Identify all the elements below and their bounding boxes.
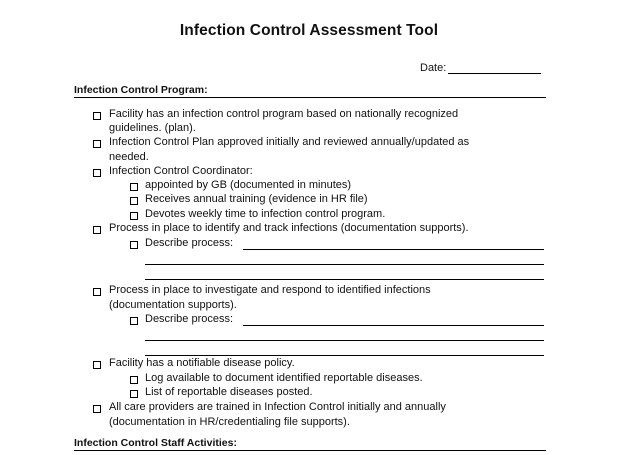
checkbox-coordinator[interactable] xyxy=(93,169,101,177)
item-text: Facility has an infection control program based on nationally recognized xyxy=(109,108,459,120)
date-blank-line[interactable] xyxy=(448,63,541,74)
checkbox-describe-process-2[interactable] xyxy=(130,317,138,325)
describe-process-line[interactable] xyxy=(243,325,544,326)
checkbox-notifiable-policy[interactable] xyxy=(93,361,101,369)
describe-process-line[interactable] xyxy=(145,279,544,280)
item-text-continued: guidelines. (plan). xyxy=(109,122,196,134)
item-text: Process in place to identify and track infections (documentation supports). xyxy=(109,222,469,234)
section-heading-program: Infection Control Program: xyxy=(74,84,546,98)
checkbox-annual-training[interactable] xyxy=(130,197,138,205)
date-field[interactable] xyxy=(420,62,541,74)
item-text: All care providers are trained in Infection Control initially and annually xyxy=(109,401,446,413)
checkbox-investigate-respond[interactable] xyxy=(93,288,101,296)
checkbox-describe-process-1[interactable] xyxy=(130,241,138,249)
subitem-text: Log available to document identified reportable diseases. xyxy=(145,372,423,384)
subitem-text: Receives annual training (evidence in HR file) xyxy=(145,193,368,205)
item-text: Infection Control Coordinator: xyxy=(109,165,253,177)
subitem-text: appointed by GB (documented in minutes) xyxy=(145,179,352,191)
describe-process-line[interactable] xyxy=(145,340,544,341)
describe-process-line[interactable] xyxy=(145,264,544,265)
item-text-continued: (documentation in HR/credentialing file supports). xyxy=(109,416,350,428)
checkbox-program-guidelines[interactable] xyxy=(93,112,101,120)
item-text-continued: (documentation supports). xyxy=(109,299,237,311)
describe-process-label: Describe process: xyxy=(145,237,234,249)
item-text: Infection Control Plan approved initially and reviewed annually/updated as xyxy=(109,136,470,148)
describe-process-label: Describe process: xyxy=(145,313,234,325)
subitem-text: List of reportable diseases posted. xyxy=(145,386,313,398)
item-text: Facility has a notifiable disease policy. xyxy=(109,357,295,369)
checkbox-weekly-time[interactable] xyxy=(130,212,138,220)
checkbox-list-posted[interactable] xyxy=(130,390,138,398)
section-heading-staff-activities: Infection Control Staff Activities: xyxy=(74,437,546,451)
checkbox-plan-approved[interactable] xyxy=(93,140,101,148)
item-text-continued: needed. xyxy=(109,151,149,163)
item-text: Process in place to investigate and respond to identified infections xyxy=(109,284,431,296)
date-label: Date: xyxy=(420,62,447,74)
checkbox-identify-track[interactable] xyxy=(93,226,101,234)
subitem-text: Devotes weekly time to infection control program. xyxy=(145,208,386,220)
checkbox-appointed-by-gb[interactable] xyxy=(130,183,138,191)
checkbox-log-available[interactable] xyxy=(130,376,138,384)
checkbox-care-providers-trained[interactable] xyxy=(93,405,101,413)
document-title: Infection Control Assessment Tool xyxy=(179,22,439,39)
describe-process-line[interactable] xyxy=(243,249,544,250)
